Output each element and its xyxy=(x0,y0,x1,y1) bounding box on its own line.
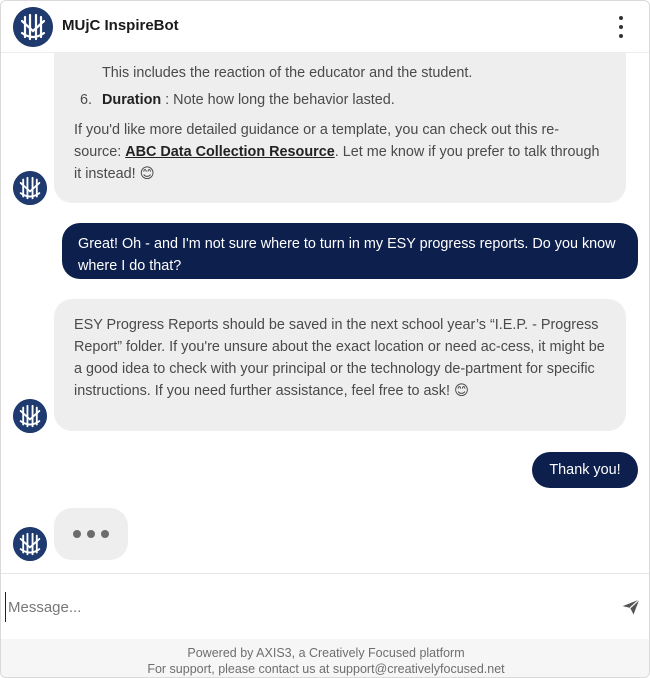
list-item xyxy=(80,89,395,111)
resource-link[interactable]: ABC Data Collection Resource xyxy=(125,144,335,160)
typing-dot xyxy=(87,530,95,538)
kebab-menu-icon[interactable] xyxy=(613,16,629,38)
bot-avatar xyxy=(13,399,47,433)
header xyxy=(1,1,650,53)
list-term: Duration xyxy=(102,92,162,108)
composer xyxy=(1,573,650,639)
send-icon[interactable] xyxy=(621,597,641,617)
mujc-logo-icon xyxy=(13,7,53,47)
list-number: 6. xyxy=(80,92,93,108)
bot-message: ESY Progress Reports should be saved in the next school year’s “I.E.P. - Progress Report” folder. If you're unsure about the exact location or need ac-cess, it might be a good idea to check with your principal or the technology de-partment for specific instructions. If you need further assistance, feel free to ask! 😊 xyxy=(54,299,626,431)
footer-support: For support, please contact us at support@creativelyfocused.net xyxy=(147,662,505,676)
bot-avatar xyxy=(13,171,47,205)
footer xyxy=(1,639,650,678)
app-title: MUjC InspireBot xyxy=(62,17,179,34)
user-message: Great! Oh - and I'm not sure where to turn in my ESY progress reports. Do you know where I do that? xyxy=(62,223,638,279)
bot-message xyxy=(54,53,626,203)
bot-avatar xyxy=(13,527,47,561)
message-input[interactable] xyxy=(5,592,605,622)
message-text: This includes the reaction of the educator and the student. xyxy=(102,65,473,81)
message-paragraph xyxy=(74,119,604,185)
paragraph-text: . Let me know if you prefer to talk through it instead! 😊 xyxy=(74,144,600,182)
typing-indicator xyxy=(54,508,128,560)
paragraph-text: If you'd like more detailed guidance or a template, you can check out this re-source: xyxy=(74,122,560,160)
typing-dot xyxy=(73,530,81,538)
footer-powered-by: Powered by AXIS3, a Creatively Focused platform xyxy=(187,646,465,660)
user-message: Thank you! xyxy=(532,452,638,488)
list-text: : Note how long the behavior lasted. xyxy=(161,92,395,108)
chat-history[interactable] xyxy=(1,53,650,573)
typing-dot xyxy=(101,530,109,538)
